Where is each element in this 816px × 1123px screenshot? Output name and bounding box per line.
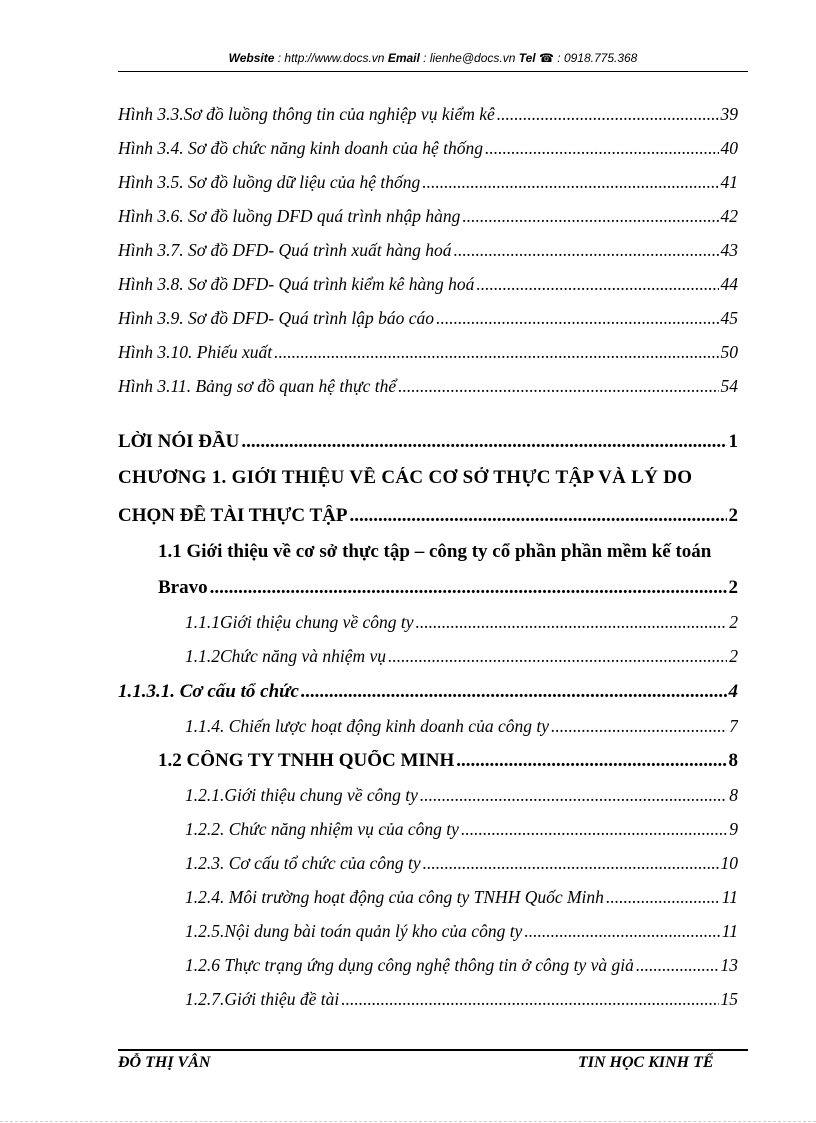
tel-label: Tel [518,51,536,65]
toc-preface: LỜI NÓI ĐẦU ..... 1 [118,431,738,453]
toc-section-1-2-4: 1.2.4. Môi trường hoạt động của công ty TNHH Quốc Minh ..... 11 [185,887,738,908]
toc-section-1-2-6: 1.2.6 Thực trạng ứng dụng công nghệ thông tin ở công ty và giả ..... 13 [185,955,738,976]
figure-entry: Hình 3.8. Sơ đồ DFD- Quá trình kiểm kê hàng hoá ..... 44 [118,274,738,295]
toc-section-1-1-line1: 1.1 Giới thiệu về cơ sở thực tập – công ty cổ phần phần mềm kế toán [158,541,712,562]
website-value: : http://www.docs.vn [274,51,388,65]
footer-rule [118,1049,748,1051]
toc-section-1-1-1: 1.1.1Giới thiệu chung về công ty ..... 2 [185,612,738,633]
toc-chapter-1-line2: CHỌN ĐỀ TÀI THỰC TẬP ..... 2 [118,505,738,527]
website-label: Website [228,51,275,65]
toc-section-1-2-2: 1.2.2. Chức năng nhiệm vụ của công ty ..... 9 [185,819,738,840]
email-label: Email [387,51,420,65]
toc-section-1-1-4: 1.1.4. Chiến lược hoạt động kinh doanh của công ty ..... 7 [185,716,738,737]
figure-entry: Hình 3.10. Phiếu xuất ..... 50 [118,342,738,363]
figure-entry: Hình 3.9. Sơ đồ DFD- Quá trình lập báo cáo ..... 45 [118,308,738,329]
page-header [118,51,748,65]
figure-entry: Hình 3.3.Sơ đồ luồng thông tin của nghiệp vụ kiểm kê ..... 39 [118,104,738,125]
figure-entry: Hình 3.4. Sơ đồ chức năng kinh doanh của hệ thống ..... 40 [118,138,738,159]
header-rule [118,71,748,72]
toc-section-1-2: 1.2 CÔNG TY TNHH QUỐC MINH ..... 8 [158,750,738,772]
toc-section-1-2-7: 1.2.7.Giới thiệu đề tài ..... 15 [185,989,738,1010]
tel-value: : 0918.775.368 [553,51,638,65]
footer-department: TIN HỌC KINH TẾ [578,1054,714,1071]
phone-icon: ☎ [538,51,554,65]
toc-section-1-2-1: 1.2.1.Giới thiệu chung về công ty ..... 8 [185,785,738,806]
figure-entry: Hình 3.6. Sơ đồ luồng DFD quá trình nhập hàng ..... 42 [118,206,738,227]
figure-entry: Hình 3.11. Bảng sơ đồ quan hệ thực thể ..... 54 [118,376,738,397]
toc-section-1-2-3: 1.2.3. Cơ cấu tổ chức của công ty ..... 10 [185,853,738,874]
footer-author: ĐỖ THỊ VÂN [118,1054,211,1071]
page-break [0,1121,816,1122]
toc-section-1-1-3-1: 1.1.3.1. Cơ cấu tổ chức ..... 4 [118,681,738,703]
toc-chapter-1-line1: CHƯƠNG 1. GIỚI THIỆU VỀ CÁC CƠ SỞ THỰC TẬP VÀ LÝ DO [118,467,693,488]
toc-section-1-2-5: 1.2.5.Nội dung bài toán quản lý kho của công ty ..... 11 [185,921,738,942]
figure-entry: Hình 3.7. Sơ đồ DFD- Quá trình xuất hàng hoá ..... 43 [118,240,738,261]
email-value: : lienhe@docs.vn [419,51,519,65]
toc-section-1-1-line2: Bravo ..... 2 [158,577,738,599]
figure-entry: Hình 3.5. Sơ đồ luồng dữ liệu của hệ thống ..... 41 [118,172,738,193]
toc-section-1-1-2: 1.1.2Chức năng và nhiệm vụ ..... 2 [185,646,738,667]
